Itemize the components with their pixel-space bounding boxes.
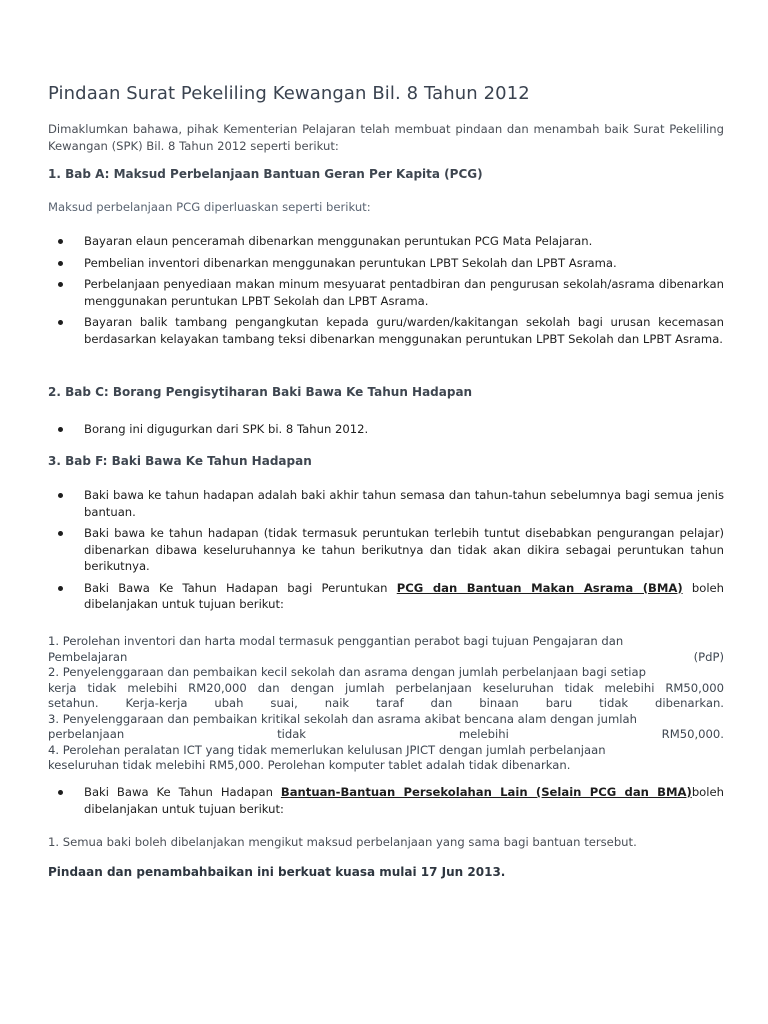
numbered-items: [48, 634, 724, 774]
final-item: 1. Semua baki boleh dibelanjakan mengikut maksud perbelanjaan yang sama bagi bantuan tersebut.: [48, 835, 637, 849]
item-text: Pembelajaran: [48, 649, 128, 664]
list-item: [48, 580, 724, 613]
list-item: Bayaran balik tambang pengangkutan kepada guru/warden/kakitangan sekolah bagi urusan kecemasan berdasarkan kelayakan tambang teksi dibenarkan menggunakan peruntukan LPBT Sekolah dan LPBT Asrama.: [48, 314, 724, 347]
list-item: Perbelanjaan penyediaan makan minum mesyuarat pentadbiran dan pengurusan sekolah/asrama dibenarkan menggunakan peruntukan LPBT Sekolah dan LPBT Asrama.: [48, 276, 724, 309]
item-line: keseluruhan tidak melebihi RM5,000. Perolehan komputer tablet adalah tidak dibenarkan.: [48, 758, 571, 772]
bullet-text: Baki Bawa Ke Tahun Hadapan bagi Peruntukan: [84, 580, 397, 595]
underlined-term: Bantuan-Bantuan Persekolahan Lain (Selain PCG dan BMA): [280, 785, 692, 799]
bullet-text: Baki Bawa Ke Tahun Hadapan: [84, 785, 281, 799]
list-item: Borang ini digugurkan dari SPK bi. 8 Tahun 2012.: [48, 421, 724, 438]
list-item: Baki bawa ke tahun hadapan (tidak termasuk peruntukan terlebih tuntut disebabkan pengurangan pelajar) dibenarkan dibawa keseluruhannya ke tahun berikutnya dan tidak akan dikira sebagai peruntukan tahun berikutnya.: [48, 525, 724, 575]
list-item: Pembelian inventori dibenarkan menggunakan peruntukan LPBT Sekolah dan LPBT Asrama.: [48, 255, 724, 272]
section-2-heading: 2. Bab C: Borang Pengisytiharan Baki Bawa Ke Tahun Hadapan: [48, 385, 473, 399]
section-3-bullet-list-2: [48, 784, 724, 822]
section-3-heading: 3. Bab F: Baki Bawa Ke Tahun Hadapan: [48, 454, 312, 468]
intro-paragraph: Dimaklumkan bahawa, pihak Kementerian Pelajaran telah membuat pindaan dan menambah baik Surat Pekeliling Kewangan (SPK) Bil. 8 Tahun 2012 seperti berikut:: [48, 122, 724, 153]
item-line: 1. Perolehan inventori dan harta modal termasuk penggantian perabot bagi tujuan Pengajaran dan: [48, 634, 624, 648]
item-line: kerja tidak melebihi RM20,000 dan dengan jumlah perbelanjaan keseluruhan tidak melebihi RM50,000: [48, 680, 724, 695]
list-item: Baki bawa ke tahun hadapan adalah baki akhir tahun semasa dan tahun-tahun sebelumnya bagi semua jenis bantuan.: [48, 487, 724, 520]
document-title: Pindaan Surat Pekeliling Kewangan Bil. 8 Tahun 2012: [48, 83, 530, 104]
section-1-heading: 1. Bab A: Maksud Perbelanjaan Bantuan Geran Per Kapita (PCG): [48, 167, 483, 181]
section-3-bullet-list: [48, 487, 724, 618]
item-line: [48, 650, 724, 666]
item-text: (PdP): [693, 649, 724, 664]
section-1-lead: Maksud perbelanjaan PCG diperluaskan seperti berikut:: [48, 200, 371, 214]
item-line: 2. Penyelenggaraan dan pembaikan kecil sekolah dan asrama dengan jumlah perbelanjaan bagi setiap: [48, 665, 646, 679]
list-item: Bayaran elaun penceramah dibenarkan menggunakan peruntukan PCG Mata Pelajaran.: [48, 233, 724, 250]
effective-date-note: Pindaan dan penambahbaikan ini berkuat kuasa mulai 17 Jun 2013.: [48, 865, 506, 879]
list-item: [48, 784, 724, 817]
item-line: setahun. Kerja-kerja ubah suai, naik taraf dan binaan baru tidak dibenarkan.: [48, 696, 724, 710]
item-line: perbelanjaan tidak melebihi RM50,000.: [48, 727, 724, 741]
underlined-term: PCG dan Bantuan Makan Asrama (BMA): [396, 580, 683, 595]
item-line: 4. Perolehan peralatan ICT yang tidak memerlukan kelulusan JPICT dengan jumlah perbelanjaan: [48, 742, 606, 757]
section-2-bullet-list: [48, 421, 724, 443]
item-line: 3. Penyelenggaraan dan pembaikan kritikal sekolah dan asrama akibat bencana alam dengan jumlah: [48, 711, 637, 726]
bullet-text: boleh dibelanjakan untuk tujuan berikut:: [84, 785, 724, 816]
bullet-text: boleh dibelanjakan untuk tujuan berikut:: [84, 580, 725, 611]
section-1-bullet-list: [48, 233, 724, 352]
